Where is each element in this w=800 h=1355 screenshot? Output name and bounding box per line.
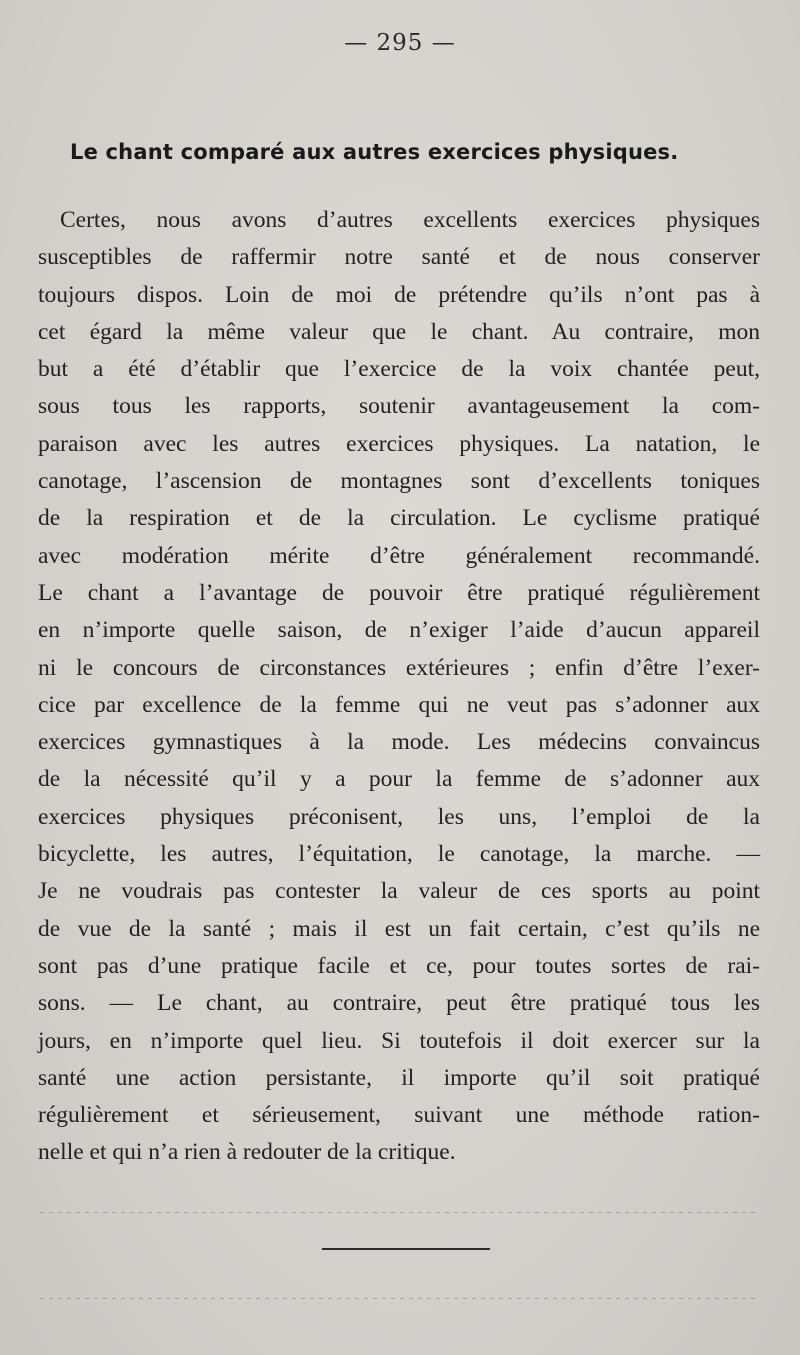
text-line: de vue de la santé ; mais il est un fait certain, c’est qu’ils ne bbox=[38, 915, 760, 942]
text-line: en n’importe quelle saison, de n’exiger l’aide d’aucun appareil bbox=[38, 617, 760, 644]
text-line: paraison avec les autres exercices physiques. La natation, le bbox=[38, 430, 760, 457]
text-line: canotage, l’ascension de montagnes sont d’excellents toniques bbox=[38, 468, 760, 495]
text-line: exercices gymnastiques à la mode. Les médecins convaincus bbox=[38, 729, 760, 756]
text-line: exercices physiques préconisent, les uns, l’emploi de la bbox=[38, 803, 760, 830]
text-line: sous tous les rapports, soutenir avantageusement la com- bbox=[38, 393, 760, 420]
section-title: Le chant comparé aux autres exercices physiques. bbox=[70, 140, 679, 164]
text-line: nelle et qui n’a rien à redouter de la critique. bbox=[38, 1139, 456, 1166]
text-line: ni le concours de circonstances extérieures ; enfin d’être l’exer- bbox=[38, 654, 760, 681]
text-line: de la nécessité qu’il y a pour la femme de s’adonner aux bbox=[38, 766, 760, 793]
bleed-through-line bbox=[40, 1298, 760, 1299]
page-number: — 295 — bbox=[344, 30, 456, 56]
text-line: Certes, nous avons d’autres excellents exercices physiques bbox=[60, 207, 760, 233]
text-line: but a été d’établir que l’exercice de la voix chantée peut, bbox=[38, 356, 760, 383]
text-line: régulièrement et sérieusement, suivant une méthode ration- bbox=[38, 1102, 760, 1129]
text-line: sons. — Le chant, au contraire, peut être pratiqué tous les bbox=[38, 990, 760, 1017]
text-line: bicyclette, les autres, l’équitation, le canotage, la marche. — bbox=[38, 841, 760, 868]
text-line: Je ne voudrais pas contester la valeur de ces sports au point bbox=[38, 878, 760, 905]
text-line: avec modération mérite d’être généralement recommandé. bbox=[38, 542, 760, 569]
text-line: cet égard la même valeur que le chant. Au contraire, mon bbox=[38, 318, 760, 345]
text-line: Le chant a l’avantage de pouvoir être pratiqué régulièrement bbox=[38, 579, 760, 606]
end-rule bbox=[322, 1248, 490, 1250]
text-line: toujours dispos. Loin de moi de prétendre qu’ils n’ont pas à bbox=[38, 281, 760, 308]
text-line: jours, en n’importe quel lieu. Si toutefois il doit exercer sur la bbox=[38, 1027, 760, 1054]
text-line: santé une action persistante, il importe qu’il soit pratiqué bbox=[38, 1064, 760, 1091]
text-line: sont pas d’une pratique facile et ce, pour toutes sortes de rai- bbox=[38, 952, 760, 979]
text-line: de la respiration et de la circulation. Le cyclisme pratiqué bbox=[38, 505, 760, 532]
text-line: cice par excellence de la femme qui ne veut pas s’adonner aux bbox=[38, 691, 760, 718]
bleed-through-line bbox=[40, 1212, 760, 1213]
body-paragraph bbox=[38, 202, 760, 1172]
text-line: susceptibles de raffermir notre santé et de nous conserver bbox=[38, 244, 760, 271]
